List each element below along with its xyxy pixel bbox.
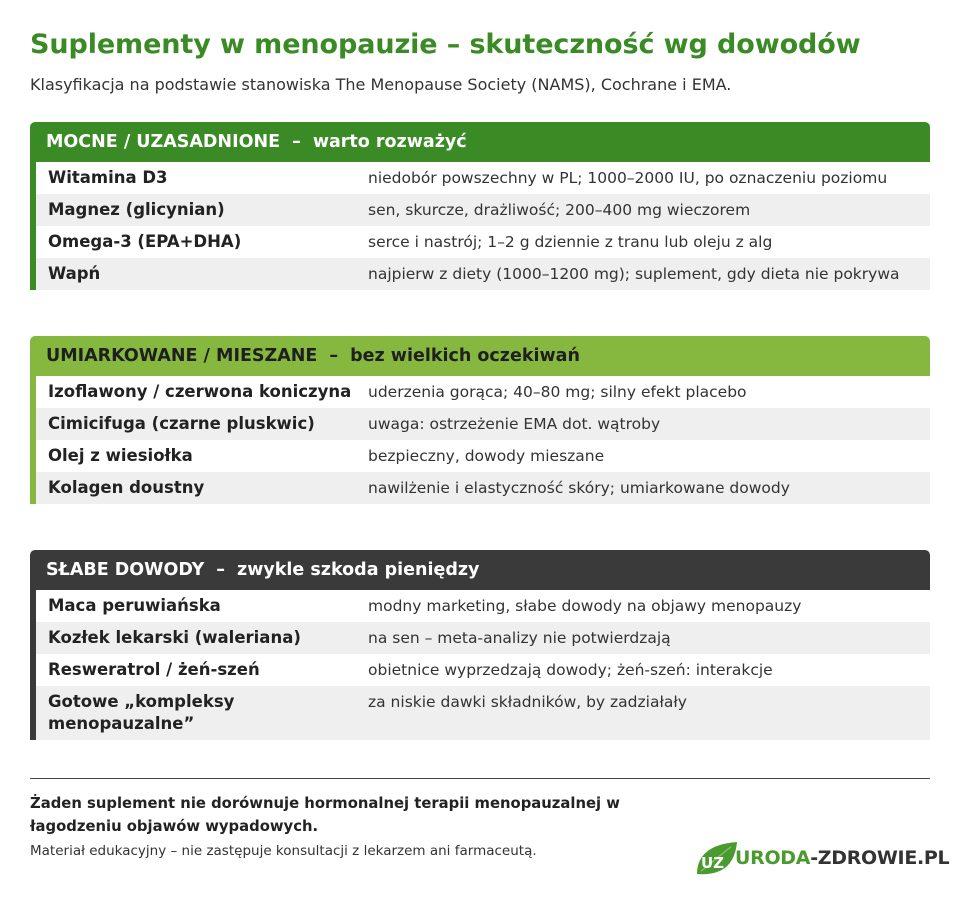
- section-rows: [30, 162, 930, 290]
- section-separator: –: [329, 346, 339, 366]
- logo-word-uroda: URODA: [735, 847, 811, 869]
- section-separator: –: [216, 560, 226, 580]
- footnote: Żaden suplement nie dorównuje hormonalnej terapii menopauzalnej w łagodzeniu objawów wypadowych.: [30, 795, 620, 835]
- section-heading: UMIARKOWANE / MIESZANE: [46, 346, 318, 366]
- section-rows: [30, 590, 930, 740]
- supplement-note: obietnice wyprzedzają dowody; żeń-szeń: interakcje: [368, 661, 773, 679]
- supplement-name: Izoflawony / czerwona koniczyna: [48, 382, 352, 401]
- supplement-note: bezpieczny, dowody mieszane: [368, 447, 605, 465]
- table-row: [36, 590, 930, 622]
- supplement-note: uderzenia gorąca; 40–80 mg; silny efekt placebo: [368, 383, 747, 401]
- table-row: [36, 686, 930, 740]
- section-strong-evidence: [30, 122, 930, 290]
- table-row: [36, 194, 930, 226]
- supplement-name: Wapń: [48, 264, 101, 283]
- supplement-note: uwaga: ostrzeżenie EMA dot. wątroby: [368, 415, 661, 433]
- section-heading: SŁABE DOWODY: [46, 560, 205, 580]
- table-row: [36, 472, 930, 504]
- supplement-name: Resweratrol / żeń-szeń: [48, 660, 260, 679]
- page-title: Suplementy w menopauzie – skuteczność wg dowodów: [30, 29, 861, 60]
- section-header: [30, 122, 930, 162]
- section-verdict: zwykle szkoda pieniędzy: [237, 560, 480, 580]
- supplement-note: sen, skurcze, drażliwość; 200–400 mg wieczorem: [368, 201, 751, 219]
- section-verdict: warto rozważyć: [312, 132, 467, 152]
- section-header: [30, 550, 930, 590]
- section-heading: MOCNE / UZASADNIONE: [46, 132, 281, 152]
- supplement-note: niedobór powszechny w PL; 1000–2000 IU, po oznaczeniu poziomu: [368, 169, 888, 187]
- supplement-note: na sen – meta-analizy nie potwierdzają: [368, 629, 671, 647]
- supplement-name: Maca peruwiańska: [48, 596, 221, 615]
- supplement-name: Kolagen doustny: [48, 478, 205, 497]
- supplement-name: Olej z wiesiołka: [48, 446, 193, 465]
- supplement-note: modny marketing, słabe dowody na objawy menopauzy: [368, 597, 802, 615]
- brand-logo: [693, 838, 949, 878]
- section-weak-evidence: [30, 550, 930, 740]
- supplement-note: nawilżenie i elastyczność skóry; umiarkowane dowody: [368, 479, 790, 497]
- supplement-name: Kozłek lekarski (waleriana): [48, 628, 301, 647]
- footer-divider: [30, 778, 930, 779]
- supplement-name: Witamina D3: [48, 168, 168, 187]
- supplement-name: Omega-3 (EPA+DHA): [48, 232, 242, 251]
- page-subtitle: Klasyfikacja na podstawie stanowiska The Menopause Society (NAMS), Cochrane i EMA.: [30, 75, 732, 94]
- table-row: [36, 654, 930, 686]
- supplement-name: Gotowe „kompleksy menopauzalne”: [48, 692, 235, 733]
- table-row: [36, 622, 930, 654]
- table-row: [36, 376, 930, 408]
- section-separator: –: [292, 132, 301, 152]
- supplement-note: za niskie dawki składników, by zadziałały: [368, 693, 687, 711]
- table-row: [36, 258, 930, 290]
- disclaimer: Materiał edukacyjny – nie zastępuje konsultacji z lekarzem ani farmaceutą.: [30, 843, 537, 859]
- section-verdict: bez wielkich oczekiwań: [350, 346, 580, 366]
- table-row: [36, 226, 930, 258]
- supplement-name: Magnez (glicynian): [48, 200, 225, 219]
- logo-wordmark: [735, 847, 949, 869]
- table-row: [36, 440, 930, 472]
- leaf-logo-icon: [693, 838, 739, 878]
- table-row: [36, 408, 930, 440]
- supplement-note: najpierw z diety (1000–1200 mg); suplement, gdy dieta nie pokrywa: [368, 265, 900, 283]
- logo-mark-text: UZ: [701, 854, 725, 872]
- supplement-note: serce i nastrój; 1–2 g dziennie z tranu lub oleju z alg: [368, 233, 773, 251]
- section-mixed-evidence: [30, 336, 930, 504]
- logo-word-zdrowie: -ZDROWIE.PL: [810, 847, 950, 869]
- section-rows: [30, 376, 930, 504]
- table-row: [36, 162, 930, 194]
- supplement-name: Cimicifuga (czarne pluskwic): [48, 414, 315, 433]
- section-header: [30, 336, 930, 376]
